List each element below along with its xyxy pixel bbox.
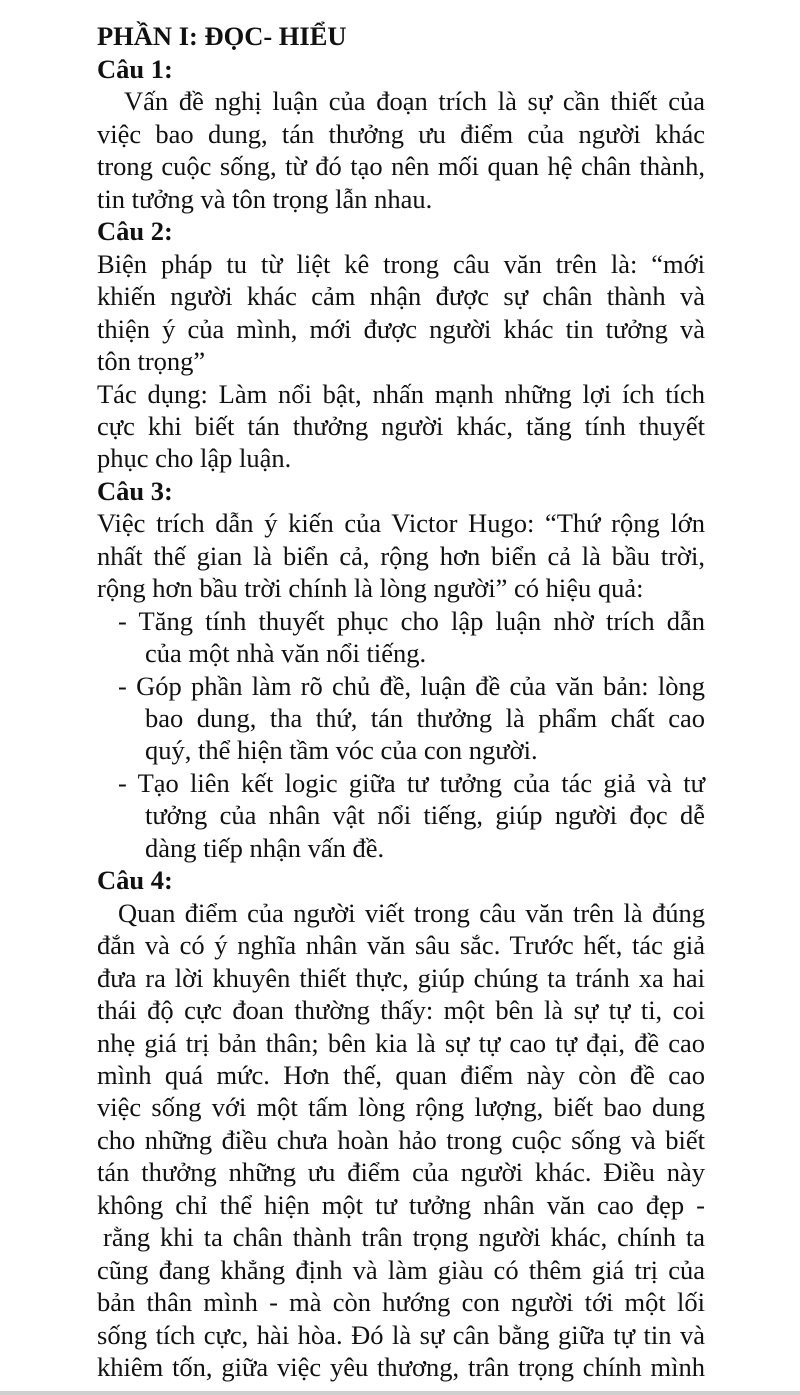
- body-text-line: dàng tiếp nhận vấn đề.: [145, 832, 385, 863]
- body-text-line: bản thân mình - mà còn hướng con người tới một lối: [97, 1287, 705, 1318]
- body-text-line: rộng hơn bầu trời chính là lòng người” có hiệu quả:: [97, 573, 644, 604]
- body-text-line: Biện pháp tu từ liệt kê trong câu văn trên là: “mới: [97, 248, 705, 279]
- body-text-line: rằng khi ta chân thành trân trọng người khác, chính ta: [103, 1222, 705, 1253]
- body-text-line: phục cho lập luận.: [97, 443, 292, 474]
- body-text-line: tin tưởng và tôn trọng lẫn nhau.: [97, 183, 433, 214]
- body-text-line: cực khi biết tán thưởng người khác, tăng tính thuyết: [97, 410, 705, 441]
- body-text-line: mình quá mức. Hơn thế, quan điểm này còn đề cao: [97, 1059, 705, 1090]
- body-text-line: việc sống với một tấm lòng rộng lượng, biết bao dung: [97, 1092, 705, 1123]
- section-heading: Câu 4:: [97, 865, 173, 896]
- body-text-line: việc bao dung, tán thưởng ưu điểm của người khác: [97, 118, 705, 149]
- body-text-line: Quan điểm của người viết trong câu văn trên là đúng: [118, 897, 705, 928]
- body-text-line: cũng đang khẳng định và làm giàu có thêm giá trị của: [97, 1254, 705, 1285]
- body-text-line: đắn và có ý nghĩa nhân văn sâu sắc. Trước hết, tác giả: [97, 930, 705, 961]
- section-heading: Câu 1:: [97, 54, 173, 84]
- body-text-line: khiến người khác cảm nhận được sự chân thành và: [97, 281, 705, 312]
- body-text-line: - Tạo liên kết logic giữa tư tưởng của tác giả và tư: [118, 767, 705, 798]
- body-text-line: trong cuộc sống, từ đó tạo nên mối quan hệ chân thành,: [97, 151, 705, 182]
- body-text-line: đưa ra lời khuyên thiết thực, giúp chúng ta tránh xa hai: [97, 962, 705, 993]
- body-text-line: sống tích cực, hài hòa. Đó là sự cân bằng giữa tự tin và: [97, 1319, 705, 1350]
- section-heading: Câu 2:: [97, 216, 173, 247]
- body-text-line: tưởng của nhân vật nổi tiếng, giúp người đọc dễ: [145, 800, 705, 831]
- body-text-line: tán thưởng những ưu điểm của người khác. Điều này: [97, 1157, 705, 1188]
- body-text-line: Tác dụng: Làm nổi bật, nhấn mạnh những lợi ích tích: [97, 378, 705, 409]
- body-text-line: Việc trích dẫn ý kiến của Victor Hugo: “Thứ rộng lớn: [97, 508, 705, 539]
- body-text-line: khiêm tốn, giữa việc yêu thương, trân trọng chính mình: [97, 1352, 705, 1382]
- body-text-line: cho những điều chưa hoàn hảo trong cuộc sống và biết: [97, 1124, 705, 1155]
- body-text-line: thiện ý của mình, mới được người khác tin tưởng và: [97, 313, 705, 344]
- body-text-line: tôn trọng”: [97, 346, 206, 377]
- body-text-line: Vấn đề nghị luận của đoạn trích là sự cần thiết của: [124, 86, 705, 117]
- body-text-line: thái độ cực đoan thường thấy: một bên là sự tự ti, coi: [97, 995, 705, 1026]
- body-text-line: nhẹ giá trị bản thân; bên kia là sự tự cao tự đại, đề cao: [97, 1027, 705, 1058]
- body-text-line: - Góp phần làm rõ chủ đề, luận đề của văn bản: lòng: [118, 670, 705, 701]
- section-heading: Câu 3:: [97, 475, 173, 506]
- body-text-line: của một nhà văn nổi tiếng.: [145, 638, 427, 669]
- body-text-line: quý, thể hiện tầm vóc của con người.: [145, 735, 538, 766]
- body-text-line: - Tăng tính thuyết phục cho lập luận nhờ trích dẫn: [118, 605, 705, 636]
- bottom-edge: [0, 1391, 800, 1395]
- page-title: PHẦN I: ĐỌC- HIỂU: [97, 21, 347, 51]
- body-text-line: nhất thế gian là biển cả, rộng hơn biển cả là bầu trời,: [97, 540, 705, 571]
- body-text-line: không chỉ thể hiện một tư tưởng nhân văn cao đẹp -: [97, 1189, 705, 1220]
- body-text-line: bao dung, tha thứ, tán thưởng là phẩm chất cao: [145, 703, 705, 733]
